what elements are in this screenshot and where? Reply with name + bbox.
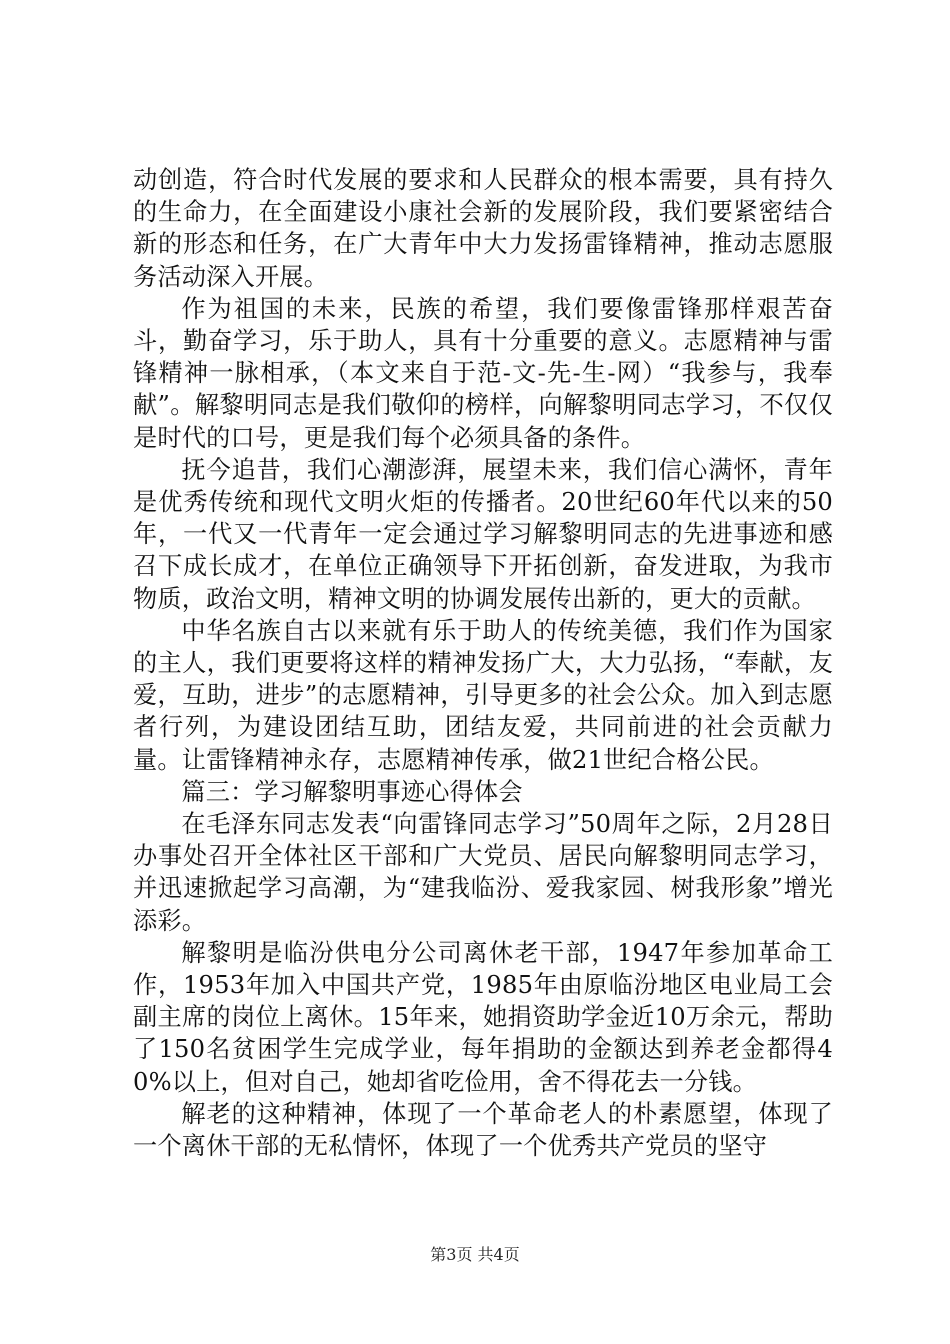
- paragraph-2: 作为祖国的未来，民族的希望，我们要像雷锋那样艰苦奋斗，勤奋学习，乐于助人，具有十分重要的意义。志愿精神与雷锋精神一脉相承，（本文来自于范-文-先-生-网）“我参与，我奉献”。解黎明同志是我们敬仰的榜样，向解黎明同志学习，不仅仅是时代的口号，更是我们每个必须具备的条件。: [133, 294, 833, 452]
- paragraph-5: 在毛泽东同志发表“向雷锋同志学习”50周年之际，2月28日办事处召开全体社区干部和广大党员、居民向解黎明同志学习，并迅速掀起学习高潮，为“建我临汾、爱我家园、树我形象”增光添彩。: [133, 810, 833, 935]
- page-number-label: 第3页 共4页: [430, 1245, 520, 1264]
- paragraph-3: 抚今追昔，我们心潮澎湃，展望未来，我们信心满怀，青年是优秀传统和现代文明火炬的传播者。20世纪60年代以来的50年，一代又一代青年一定会通过学习解黎明同志的先进事迹和感召下成长成才，在单位正确领导下开拓创新，奋发进取，为我市物质，政治文明，精神文明的协调发展传出新的，更大的贡献。: [133, 455, 833, 613]
- paragraph-1: 动创造，符合时代发展的要求和人民群众的根本需要，具有持久的生命力，在全面建设小康社会新的发展阶段，我们要紧密结合新的形态和任务，在广大青年中大力发扬雷锋精神，推动志愿服务活动深入开展。: [133, 166, 833, 291]
- document-body: [133, 164, 833, 1162]
- paragraph-4: 中华名族自古以来就有乐于助人的传统美德，我们作为国家的主人，我们更要将这样的精神发扬广大，大力弘扬，“奉献，友爱，互助，进步”的志愿精神，引导更多的社会公众。加入到志愿者行列，为建设团结互助，团结友爱，共同前进的社会贡献力量。让雷锋精神永存，志愿精神传承，做21世纪合格公民。: [133, 616, 833, 774]
- paragraph-7: 解老的这种精神，体现了一个革命老人的朴素愿望，体现了一个离休干部的无私情怀，体现了一个优秀共产党员的坚守: [133, 1099, 833, 1161]
- section-heading: 篇三：学习解黎明事迹心得体会: [181, 777, 523, 806]
- paragraph-6: 解黎明是临汾供电分公司离休老干部，1947年参加革命工作，1953年加入中国共产党，1985年由原临汾地区电业局工会副主席的岗位上离休。15年来，她捐资助学金近10万余元，帮助了150名贫困学生完成学业，每年捐助的金额达到养老金都得40%以上，但对自己，她却省吃俭用，舍不得花去一分钱。: [133, 938, 833, 1096]
- page-footer: [0, 1244, 950, 1266]
